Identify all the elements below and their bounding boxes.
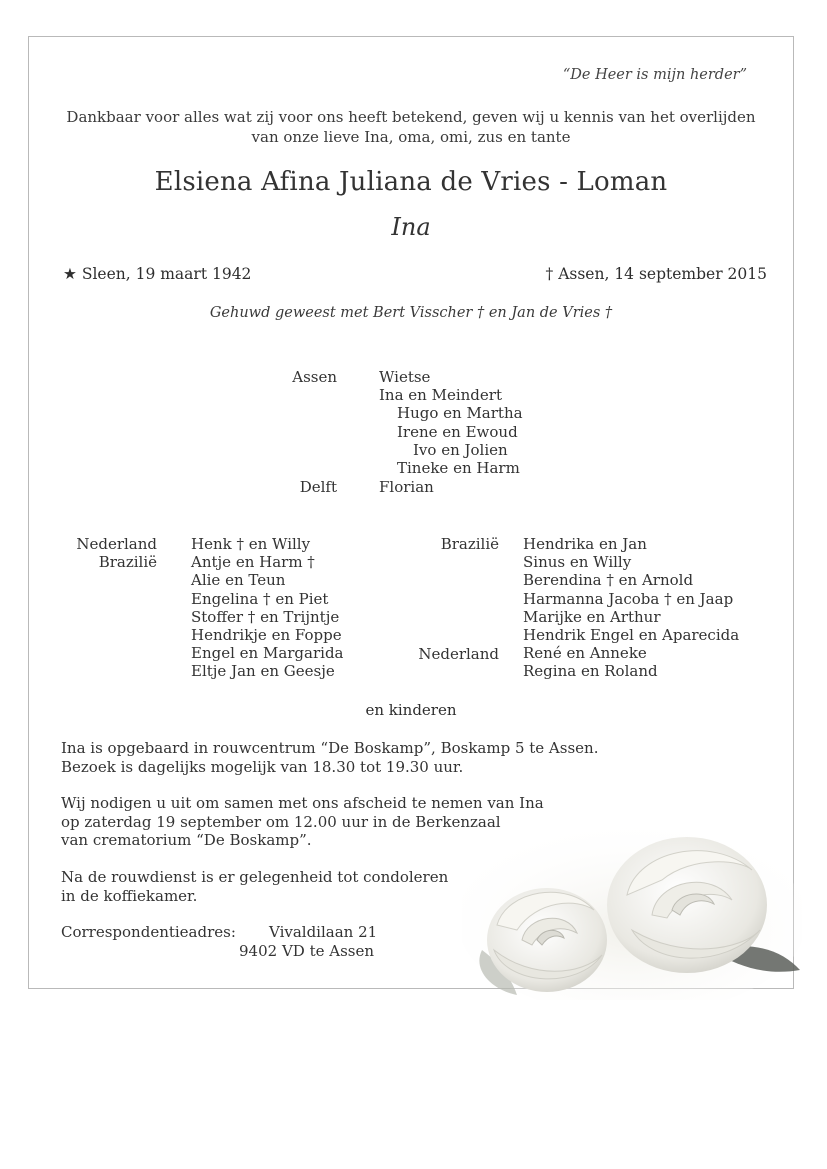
list-item: Antje en Harm † bbox=[191, 553, 315, 572]
condolence-line-2: in de koffiekamer. bbox=[61, 886, 198, 905]
list-item: René en Anneke bbox=[523, 644, 647, 663]
death-info: † Assen, 14 september 2015 bbox=[545, 265, 767, 283]
intro-line-2: van onze lieve Ina, oma, omi, zus en tante bbox=[251, 128, 571, 146]
deceased-nickname: Ina bbox=[391, 213, 431, 241]
grandchild-1: Hugo en Martha bbox=[397, 404, 523, 422]
list-item: Engelina † en Piet bbox=[191, 589, 329, 608]
list-item: Marijke en Arthur bbox=[523, 607, 661, 626]
list-item: Alie en Teun bbox=[191, 571, 286, 590]
place-assen: Assen bbox=[292, 368, 337, 386]
list-item: Harmanna Jacoba † en Jaap bbox=[523, 589, 734, 608]
deceased-full-name: Elsiena Afina Juliana de Vries - Loman bbox=[154, 167, 668, 197]
viewing-info bbox=[61, 739, 598, 776]
large-rose bbox=[607, 837, 767, 973]
child-ina-meindert: Ina en Meindert bbox=[379, 386, 502, 404]
intro-text bbox=[29, 107, 793, 147]
list-item: Hendrikje en Foppe bbox=[191, 626, 342, 645]
child-florian: Florian bbox=[379, 478, 434, 496]
place-delft: Delft bbox=[299, 478, 337, 496]
birth-info: ★ Sleen, 19 maart 1942 bbox=[63, 265, 252, 283]
address-label: Correspondentieadres: bbox=[61, 923, 236, 941]
roses-illustration bbox=[462, 800, 802, 1000]
sibling-place-br-right: Brazilië bbox=[440, 535, 499, 553]
motto: “De Heer is mijn herder” bbox=[562, 67, 747, 83]
address-street: Vivaldilaan 21 bbox=[269, 923, 378, 941]
list-item: Hendrika en Jan bbox=[523, 535, 647, 553]
condolence-line-1: Na de rouwdienst is er gelegenheid tot condoleren bbox=[61, 868, 449, 886]
child-wietse: Wietse bbox=[379, 368, 431, 386]
viewing-line-2: Bezoek is dagelijks mogelijk van 18.30 tot 19.30 uur. bbox=[61, 757, 464, 776]
sibling-place-nl-right: Nederland bbox=[418, 645, 499, 663]
service-line-1: Wij nodigen u uit om samen met ons afscheid te nemen van Ina bbox=[61, 794, 544, 812]
list-item: Sinus en Willy bbox=[523, 553, 632, 572]
service-line-3: van crematorium “De Boskamp”. bbox=[61, 831, 312, 849]
list-item: Berendina † en Arnold bbox=[523, 571, 694, 590]
list-item: Regina en Roland bbox=[523, 662, 658, 681]
grandchild-2: Irene en Ewoud bbox=[397, 423, 518, 441]
sibling-list-left bbox=[191, 535, 344, 681]
grandchild-4: Tineke en Harm bbox=[397, 459, 520, 477]
sibling-place-nl-left: Nederland bbox=[76, 535, 157, 553]
marriage-info: Gehuwd geweest met Bert Visscher † en Jan de Vries † bbox=[209, 305, 613, 321]
and-children: en kinderen bbox=[365, 701, 457, 719]
service-line-2: op zaterdag 19 september om 12.00 uur in de Berkenzaal bbox=[61, 812, 501, 831]
grandchild-3: Ivo en Jolien bbox=[413, 441, 508, 459]
list-item: Stoffer † en Trijntje bbox=[191, 607, 340, 626]
intro-line-1: Dankbaar voor alles wat zij voor ons heeft betekend, geven wij u kennis van het overlijden bbox=[66, 108, 756, 126]
address-city: 9402 VD te Assen bbox=[239, 942, 375, 960]
list-item: Hendrik Engel en Aparecida bbox=[523, 626, 740, 645]
list-item: Engel en Margarida bbox=[191, 644, 344, 663]
sibling-place-br-left: Brazilië bbox=[98, 553, 157, 571]
sibling-list-right bbox=[523, 535, 739, 681]
viewing-line-1: Ina is opgebaard in rouwcentrum “De Boskamp”, Boskamp 5 te Assen. bbox=[61, 739, 599, 757]
condolence-info bbox=[61, 868, 448, 905]
list-item: Henk † en Willy bbox=[191, 535, 311, 553]
small-rose bbox=[487, 888, 607, 992]
list-item: Eltje Jan en Geesje bbox=[191, 662, 335, 681]
